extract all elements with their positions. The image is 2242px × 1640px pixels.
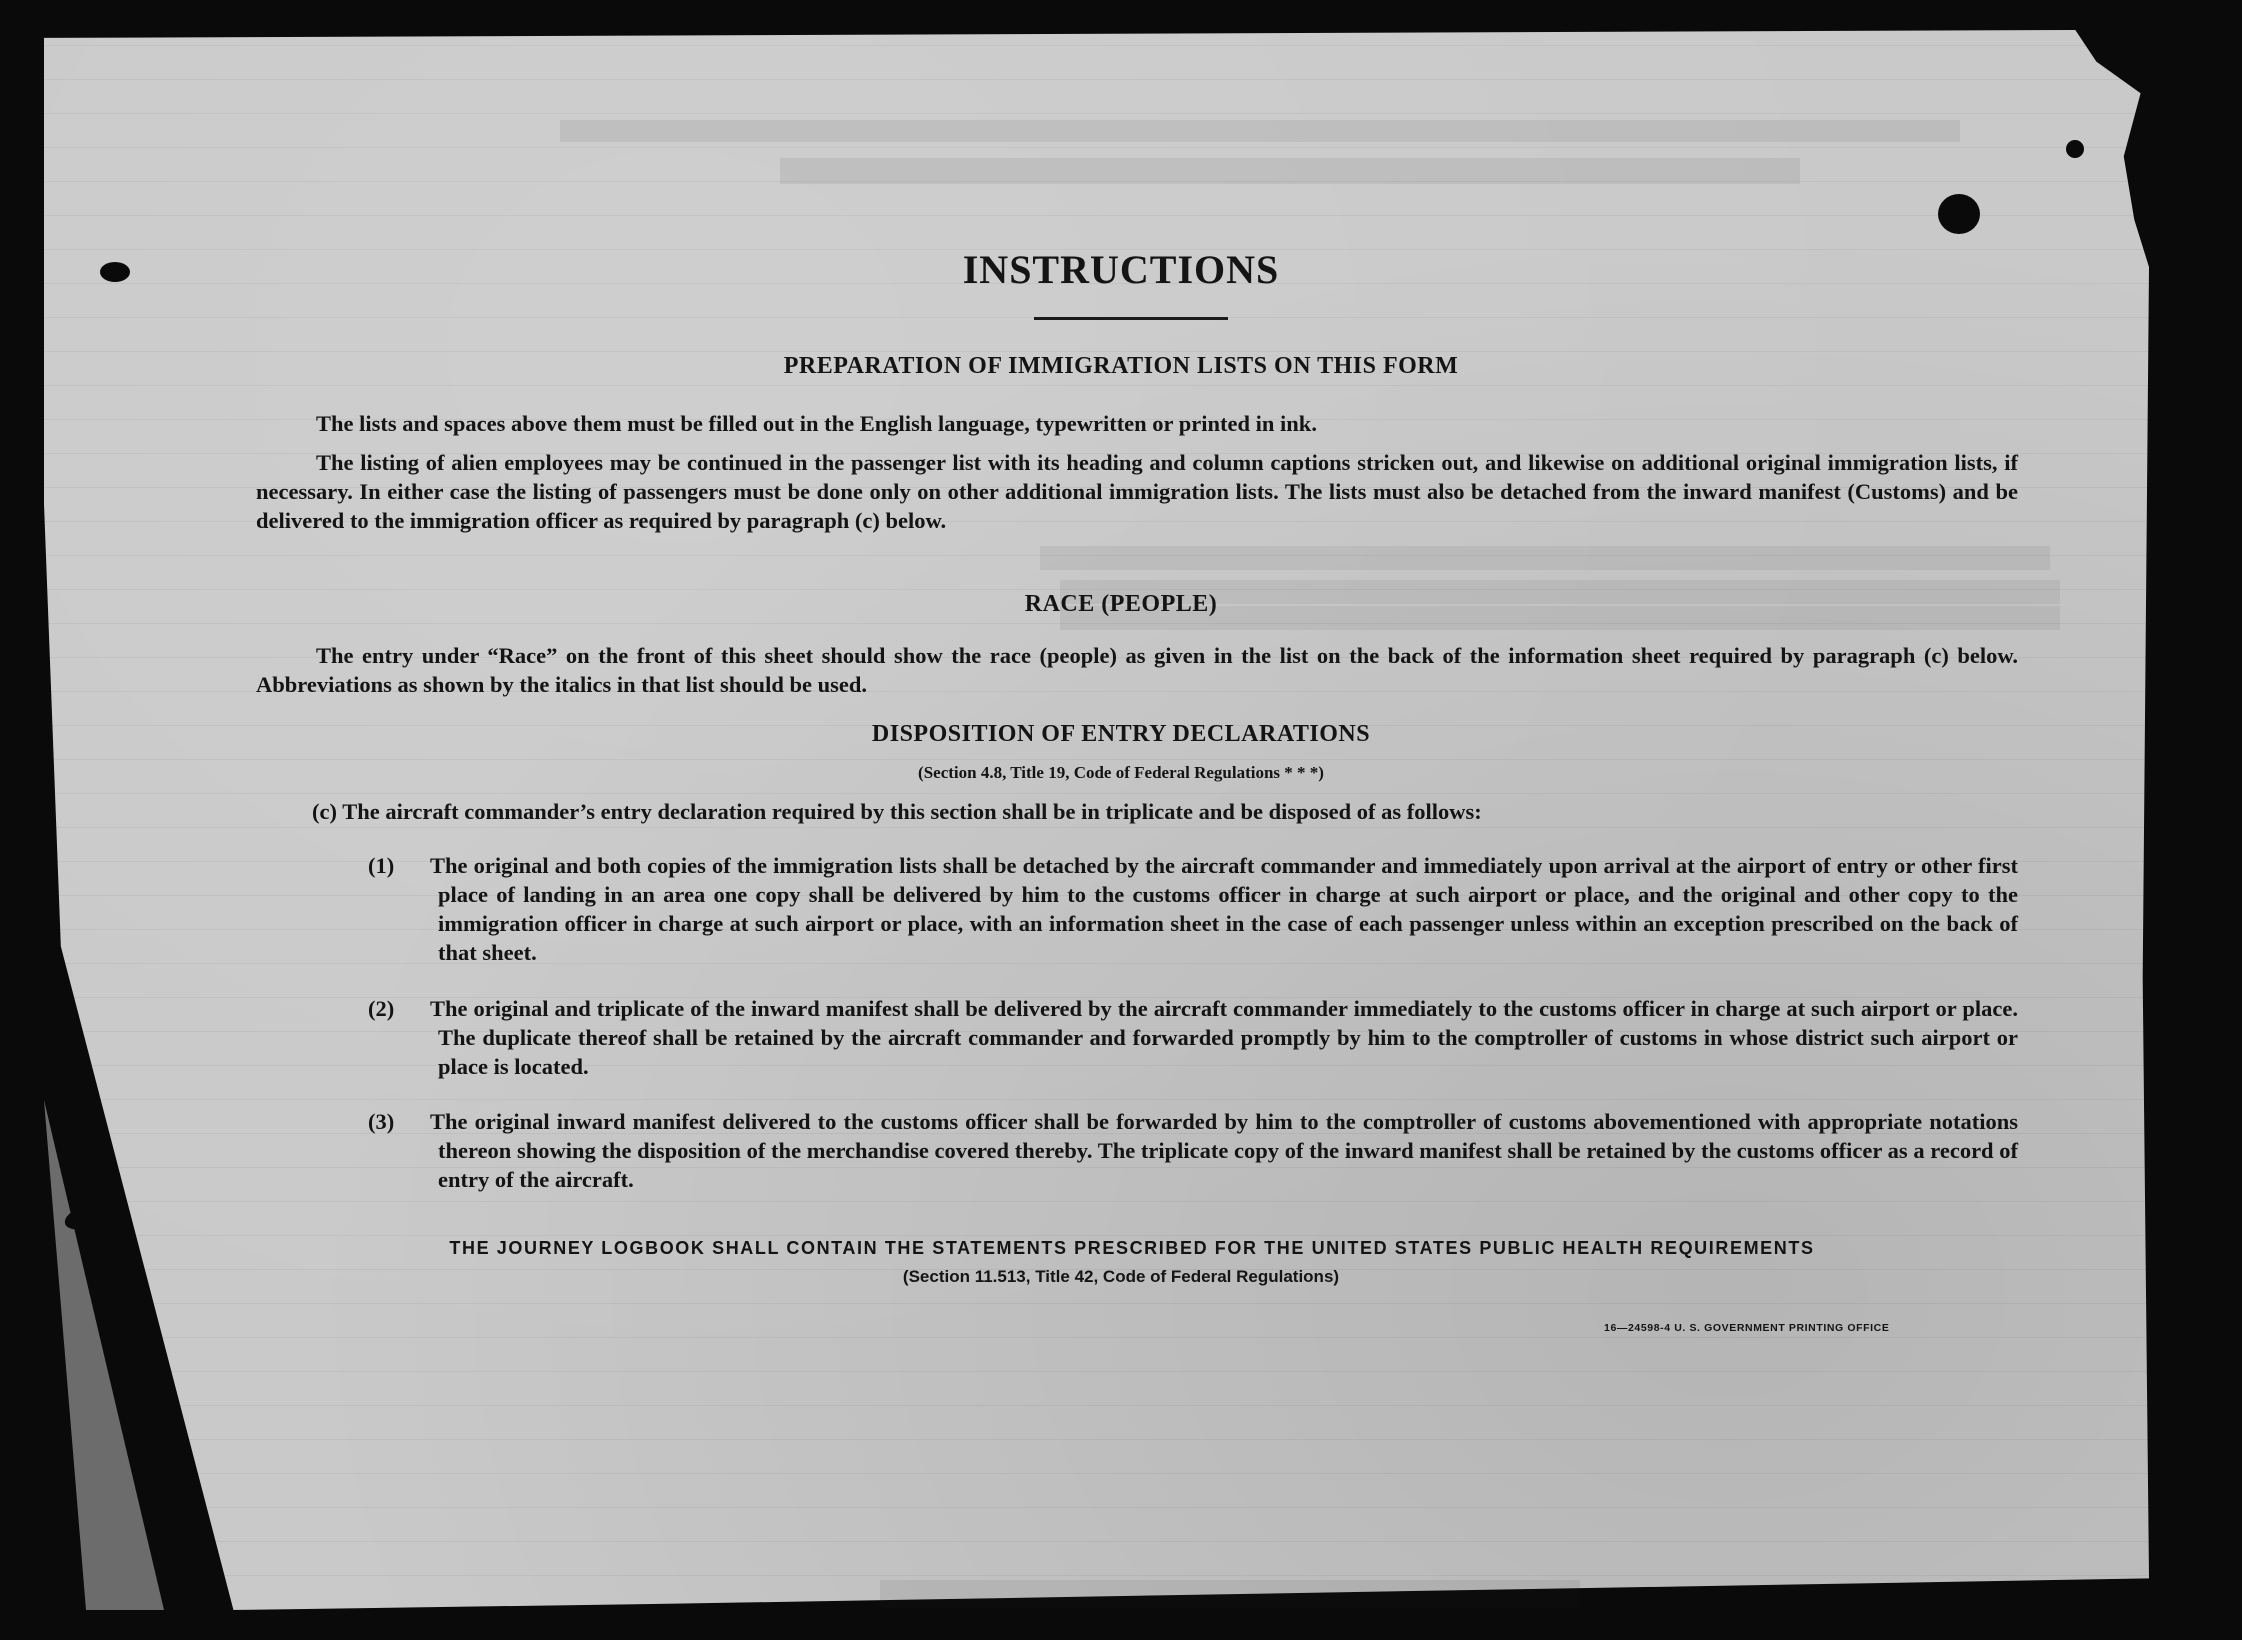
item-number: (2)	[368, 996, 395, 1021]
public-health-citation: (Section 11.513, Title 42, Code of Federal Regulations)	[902, 1267, 1340, 1286]
public-health-statement: THE JOURNEY LOGBOOK SHALL CONTAIN THE STATEMENTS PRESCRIBED FOR THE UNITED STATES PUBLIC HEALTH REQUIREMENTS	[449, 1238, 1815, 1258]
preparation-paragraph-2: The listing of alien employees may be continued in the passenger list with its heading and column captions stricken out, and likewise on additional original immigration lists, if necessary. In either case the listing of passengers must be done only on other additional immigration lists. The lists must also be detached from the inward manifest (Customs) and be delivered to the immigration officer as required by paragraph (c) below.	[256, 450, 2018, 533]
item-text: The original and both copies of the immigration lists shall be detached by the aircraft commander and immediately upon arrival at the airport of entry or other first place of landing in an area one copy shall be delivered by him to the customs officer in charge at such airport or place, and the original and other copy to the immigration officer in charge at such airport or place, with an information sheet in the case of each passenger unless within an exception prescribed on the back of that sheet.	[430, 853, 2018, 965]
disposition-heading: DISPOSITION OF ENTRY DECLARATIONS	[871, 721, 1371, 747]
page-title: INSTRUCTIONS	[962, 247, 1280, 292]
intro-text: The aircraft commander’s entry declaration required by this section shall be in triplicate and be disposed of as follows:	[342, 799, 1482, 824]
disposition-citation: (Section 4.8, Title 19, Code of Federal Regulations * * *)	[918, 763, 1324, 782]
item-text: The original and triplicate of the inward manifest shall be delivered by the aircraft commander immediately to the customs officer in charge at such airport or place. The duplicate thereof shall be retained by the aircraft commander and forwarded promptly by him to the comptroller of customs in whose district such airport or place is located.	[430, 996, 2018, 1079]
disposition-item-3	[368, 1107, 2018, 1194]
intro-label: (c)	[312, 799, 337, 824]
item-number: (3)	[368, 1109, 395, 1134]
disposition-item-2	[368, 994, 2018, 1081]
title-underline	[1034, 317, 1228, 320]
race-heading: RACE (PEOPLE)	[1024, 591, 1218, 617]
item-text: The original inward manifest delivered to the customs officer shall be forwarded by him to the comptroller of customs abovementioned with appropriate notations thereon showing the disposition of the merchandise covered thereby. The triplicate copy of the inward manifest shall be retained by the customs officer as a record of entry of the aircraft.	[430, 1109, 2018, 1192]
preparation-paragraph-1: The lists and spaces above them must be filled out in the English language, typewritten or printed in ink.	[316, 411, 1317, 436]
preparation-heading: PREPARATION OF IMMIGRATION LISTS ON THIS FORM	[783, 353, 1459, 379]
printer-mark: 16—24598-4 U. S. GOVERNMENT PRINTING OFFICE	[1604, 1322, 1890, 1334]
disposition-intro	[312, 797, 2012, 826]
race-paragraph: The entry under “Race” on the front of this sheet should show the race (people) as given in the list on the back of the information sheet required by paragraph (c) below. Abbreviations as shown by the italics in that list should be used.	[256, 643, 2018, 697]
disposition-item-1	[368, 851, 2018, 967]
item-number: (1)	[368, 853, 395, 878]
